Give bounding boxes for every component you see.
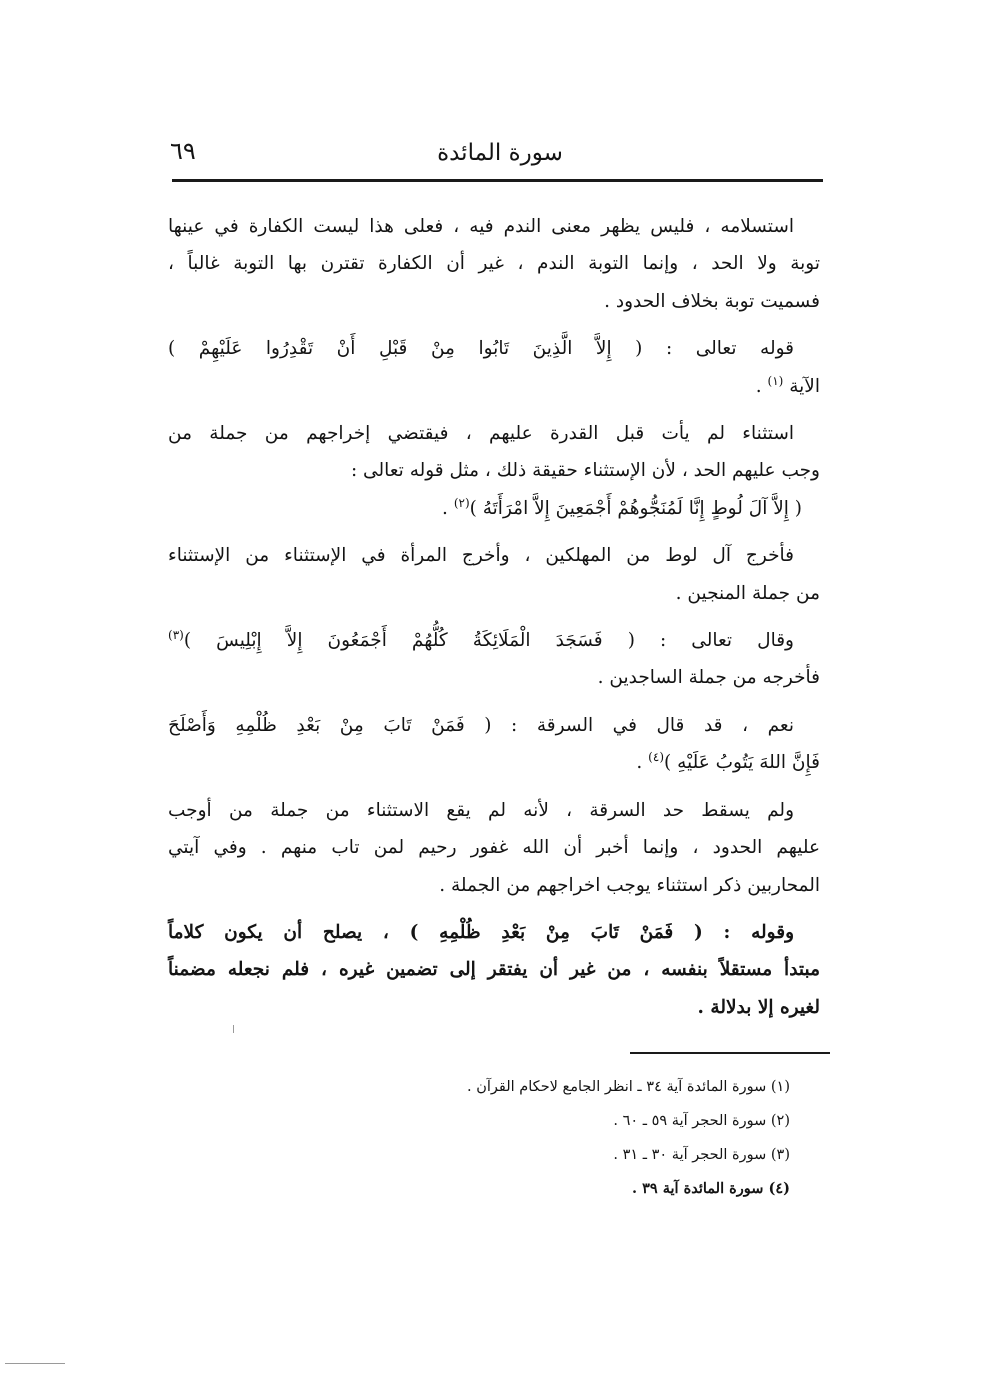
footnote-ref: (٣) [168, 627, 184, 642]
page-header-title: سورة المائدة [437, 140, 563, 166]
paragraph [168, 208, 820, 320]
text-fragment: وقال تعالى : ( فَسَجَدَ الْمَلَائِكَةُ كُلُّهُمْ أَجْمَعُونَ إِلاَّ إِبْلِيسَ ) [183, 630, 794, 652]
text-line: ولم يسقط حد السرقة ، لأنه لم يقع الاستثناء من جملة من أوجب [168, 799, 794, 821]
text-line: لغيره إلا بدلالة . [697, 996, 820, 1018]
footnote: (٢) سورة الحجر آية ٥٩ ـ ٦٠ . [613, 1113, 790, 1129]
paragraph [168, 622, 820, 697]
text-line: فأخرجه من جملة الساجدين . [597, 667, 820, 689]
text-line: فأخرج آل لوط من المهلكين ، وأخرج المرأة في الإستثناء من الإستثناء [168, 545, 794, 567]
footnote-rule [630, 1052, 830, 1054]
footnote: (٣) سورة الحجر آية ٣٠ ـ ٣١ . [613, 1147, 790, 1163]
header-rule [172, 179, 823, 182]
text-line: توبة ولا الحد ، وإنما التوبة الندم ، غير أن الكفارة تقترن بها التوبة غالباً ، [168, 253, 820, 275]
paragraph [168, 330, 820, 405]
text-fragment: الآية [789, 375, 820, 397]
footnote-ref: (١) [767, 373, 784, 388]
text-fragment: فَإِنَّ اللهَ يَتُوبُ عَلَيْهِ ) [664, 752, 820, 774]
text-line: وجب عليهم الحد ، لأن الإستثناء حقيقة ذلك ، مثل قوله تعالى : [350, 460, 820, 482]
text-line: قوله تعالى : ( إِلاَّ الَّذِينَ تَابُوا مِنْ قَبْلِ أَنْ تَقْدِرُوا عَلَيْهِمْ ) [168, 338, 794, 360]
footnote-ref: (٤) [648, 750, 664, 765]
text-line: استسلامه ، فليس يظهر معنى الندم فيه ، فعلى هذا ليست الكفارة في عينها [168, 216, 794, 237]
paragraph [168, 537, 820, 612]
paragraph [168, 792, 820, 904]
scan-artifact [233, 1025, 234, 1033]
page-body [168, 208, 820, 1036]
text-line: مبتدأ مستقلاً بنفسه ، من غير أن يفتقر إلى تضمين غيره ، فلم نجعله مضمناً [168, 959, 820, 981]
text-line: عليهم الحدود ، وإنما أخبر أن الله غفور رحيم لمن تاب منهم . وفي آيتي [168, 837, 820, 859]
text-line: ( إِلاَّ آلَ لُوطٍ إِنَّا لَمُنَجُّوهُمْ أَجْمَعِينَ إِلاَّ امْرَأَتَهُ )$^{(٢)}$ . [442, 495, 802, 519]
text-line [168, 622, 820, 659]
quran-quote [168, 490, 820, 527]
text-line: نعم ، قد قال في السرقة : ( فَمَنْ تَابَ مِنْ بَعْدِ ظُلْمِهِ وَأَصْلَحَ [168, 714, 794, 736]
text-line: الآية $^{(١)}$ . [755, 373, 820, 397]
paragraph [168, 415, 820, 490]
text-line: استثناء لم يأت قبل القدرة عليهم ، فيقتضي إخراجهم من جملة من [168, 423, 794, 445]
text-line: من جملة المنجين . [675, 582, 820, 604]
text-line: فَإِنَّ اللهَ يَتُوبُ عَلَيْهِ )$^{(٤)}$ . [636, 750, 820, 774]
page-number: ٦٩ [170, 137, 196, 165]
footnote: (٤) سورة المائدة آية ٣٩ . [632, 1180, 790, 1197]
scan-artifact [5, 1363, 65, 1364]
text-fragment: ( إِلاَّ آلَ لُوطٍ إِنَّا لَمُنَجُّوهُمْ أَجْمَعِينَ إِلاَّ امْرَأَتَهُ ) [469, 497, 802, 519]
footnotes [350, 1070, 790, 1206]
text-line: المحاربين ذكر استثناء يوجب اخراجهم من الجملة . [439, 874, 820, 896]
text-line: فسميت توبة بخلاف الحدود . [604, 290, 820, 312]
footnote: (١) سورة المائدة آية ٣٤ ـ انظر الجامع لاحكام القرآن . [467, 1079, 790, 1095]
text-line: وقوله : ( فَمَنْ تَابَ مِنْ بَعْدِ ظُلْمِهِ ) ، يصلح أن يكون كلاماً [168, 921, 794, 943]
paragraph [168, 914, 820, 1026]
paragraph [168, 707, 820, 782]
footnote-ref: (٢) [453, 495, 470, 510]
